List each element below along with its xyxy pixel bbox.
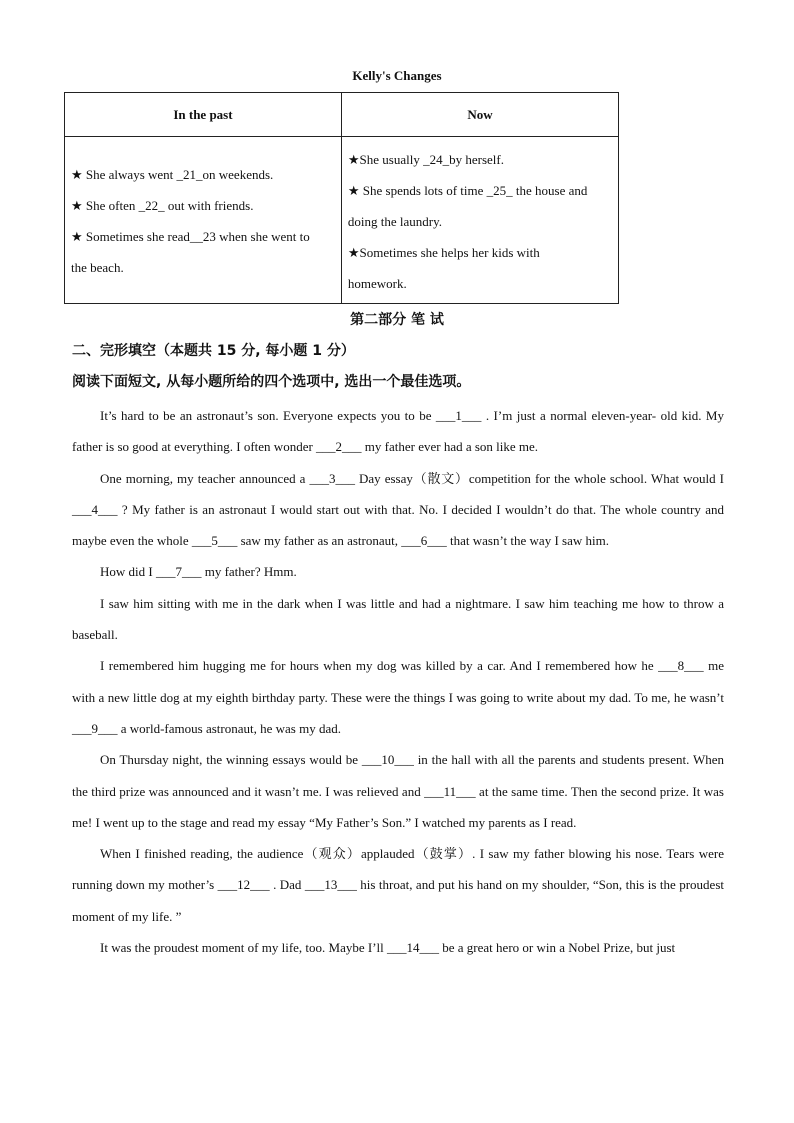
header-now: Now [341, 93, 618, 137]
cloze-passage [72, 400, 724, 963]
now-line-4: ★Sometimes she helps her kids with [347, 245, 540, 260]
table-header-row [65, 93, 619, 137]
changes-table [64, 92, 619, 304]
past-line-2: ★ She often _22_ out with friends. [71, 198, 254, 213]
past-line-3: ★ Sometimes she read__23 when she went to [71, 229, 310, 244]
now-line-1: ★She usually _24_by herself. [347, 152, 504, 167]
paragraph: How did I ___7___ my father? Hmm. [100, 564, 297, 580]
past-line-4: the beach. [71, 260, 124, 275]
paragraph: One morning, my teacher announced a ___3___ Day essay（散文）competition for the whole school. What would I ___4___ ? My father is an astronaut I would start out with that. No. I decided I wouldn’t do that. The whole country and maybe even the whole ___5___ saw my father as an astronaut, ___6___ that wasn’t the way I saw him. [72, 470, 724, 549]
table-row [65, 137, 619, 304]
table-title: Kelly's Changes [352, 68, 442, 83]
past-line-1: ★ She always went _21_on weekends. [71, 167, 274, 182]
header-in-the-past: In the past [65, 93, 342, 137]
paragraph: I saw him sitting with me in the dark when I was little and had a nightmare. I saw him teaching me how to throw a baseball. [72, 595, 724, 643]
now-line-3: doing the laundry. [347, 214, 443, 229]
past-cell [65, 137, 342, 304]
paragraph: I remembered him hugging me for hours when my dog was killed by a car. And I remembered how he ___8___ me with a new little dog at my eighth birthday party. These were the things I was going to write about my dad. To me, he wasn’t ___9___ a world-famous astronaut, he was my dad. [72, 658, 724, 736]
paragraph: When I finished reading, the audience（观众）applauded（鼓掌）. I saw my father blowing his nose. Tears were running down my mother’s ___12___ . Dad ___13___ his throat, and put his hand on my shoulder, “Son, this is the proudest moment of my life. ” [72, 846, 724, 924]
section-title: 第二部分 笔 试 [350, 312, 444, 328]
now-line-5: homework. [347, 276, 407, 291]
now-cell [341, 137, 618, 304]
cloze-instruction: 阅读下面短文, 从每小题所给的四个选项中, 选出一个最佳选项。 [72, 374, 471, 390]
paragraph: On Thursday night, the winning essays would be ___10___ in the hall with all the parents and students present. When the third prize was announced and it wasn’t me. I was relieved and ___11___ at the same time. Then the second prize. It was me! I went up to the stage and read my essay “My Father’s Son.” I watched my parents as I read. [72, 752, 724, 830]
now-line-2: ★ She spends lots of time _25_ the house and [347, 183, 588, 198]
paragraph: It was the proudest moment of my life, too. Maybe I’ll ___14___ be a great hero or win a Nobel Prize, but just [100, 940, 676, 956]
paragraph: It’s hard to be an astronaut’s son. Everyone expects you to be ___1___ . I’m just a normal eleven-year- old kid. My father is so good at everything. I often wonder ___2___ my father ever had a son like me. [72, 408, 724, 455]
cloze-heading: 二、完形填空（本题共 15 分, 每小题 1 分） [72, 343, 355, 359]
